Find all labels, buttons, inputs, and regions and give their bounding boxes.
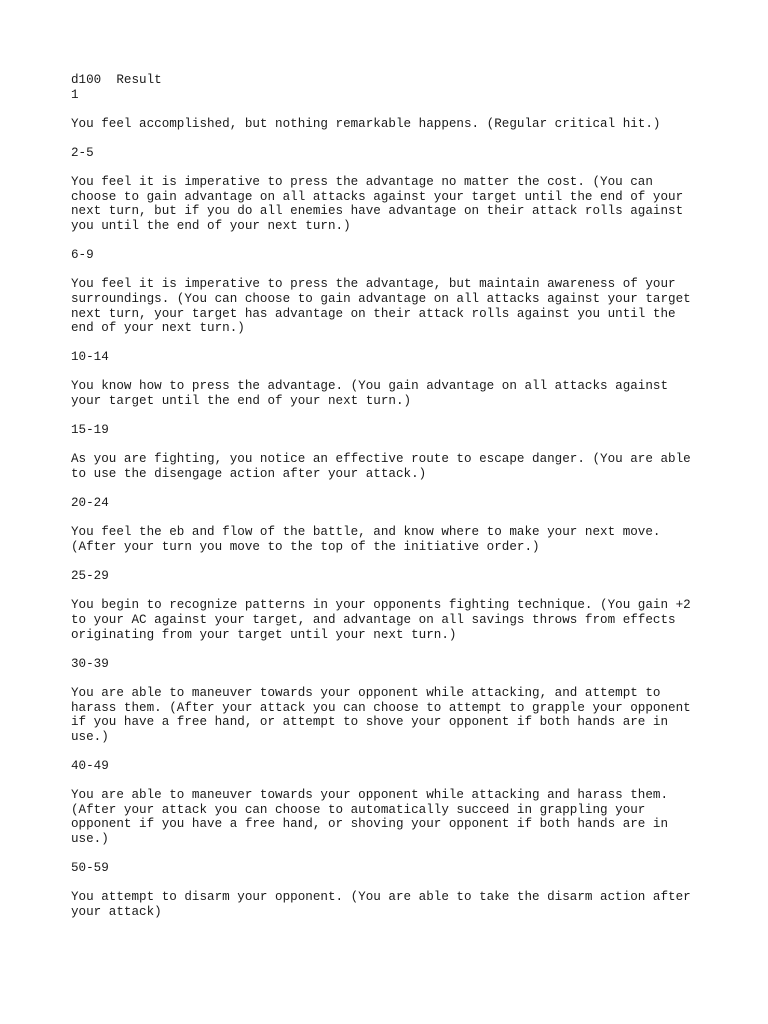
- table-row: [71, 569, 701, 642]
- roll-result: You feel it is imperative to press the advantage, but maintain awareness of your surroundings. (You can choose to gain advantage on all attacks against your target next turn, your target has advantage on their attack rolls against you until the end of your next turn.): [71, 277, 691, 336]
- roll-result: You know how to press the advantage. (You gain advantage on all attacks against your target until the end of your next turn.): [71, 379, 669, 409]
- roll-range: 6-9: [71, 248, 94, 263]
- table-row: [71, 350, 701, 408]
- roll-result: As you are fighting, you notice an effective route to escape danger. (You are able to use the disengage action after your attack.): [71, 452, 691, 482]
- document-page: [71, 73, 701, 934]
- roll-range: 25-29: [71, 569, 109, 584]
- roll-range: 40-49: [71, 758, 109, 773]
- roll-range: 15-19: [71, 423, 109, 438]
- table-row: [71, 496, 701, 554]
- roll-range: 30-39: [71, 656, 109, 671]
- roll-result: You feel the eb and flow of the battle, and know where to make your next move. (After your turn you move to the top of the initiative order.): [71, 525, 661, 554]
- table-row: [71, 248, 701, 336]
- table-header: [71, 73, 701, 88]
- roll-range: 2-5: [71, 145, 94, 160]
- roll-range: 20-24: [71, 496, 109, 511]
- table-row: [71, 759, 701, 847]
- roll-result: You feel it is imperative to press the advantage no matter the cost. (You can choose to gain advantage on all attacks against your target until the end of your next turn, but if you do all enemies have advantage on their attack rolls against you until the end of your next turn.): [71, 175, 684, 233]
- table-row: [71, 88, 701, 132]
- table-row: [71, 861, 701, 919]
- roll-range: 50-59: [71, 861, 109, 876]
- roll-result: You are able to maneuver towards your opponent while attacking, and attempt to harass them. (After your attack you can choose to attempt to grapple your opponent if you have a free hand, or attempt to shove your opponent if both hands are in use.): [71, 685, 691, 744]
- table-row: [71, 146, 701, 234]
- die-column-header: d100: [71, 73, 102, 87]
- roll-result: You are able to maneuver towards your opponent while attacking and harass them. (After your attack you can choose to automatically succeed in grappling your opponent if you have a free hand, or shoving your opponent if both hands are in use.): [71, 788, 669, 846]
- roll-result: You attempt to disarm your opponent. (You are able to take the disarm action after your attack): [71, 890, 691, 919]
- roll-result: You begin to recognize patterns in your opponents fighting technique. (You gain +2 to your AC against your target, and advantage on all savings throws from effects originating from your target until your next turn.): [71, 598, 691, 642]
- roll-range: 1: [71, 87, 79, 102]
- table-row: [71, 423, 701, 481]
- table-row: [71, 657, 701, 745]
- roll-range: 10-14: [71, 350, 109, 365]
- result-column-header: Result: [116, 73, 162, 87]
- roll-result: You feel accomplished, but nothing remarkable happens. (Regular critical hit.): [71, 116, 661, 131]
